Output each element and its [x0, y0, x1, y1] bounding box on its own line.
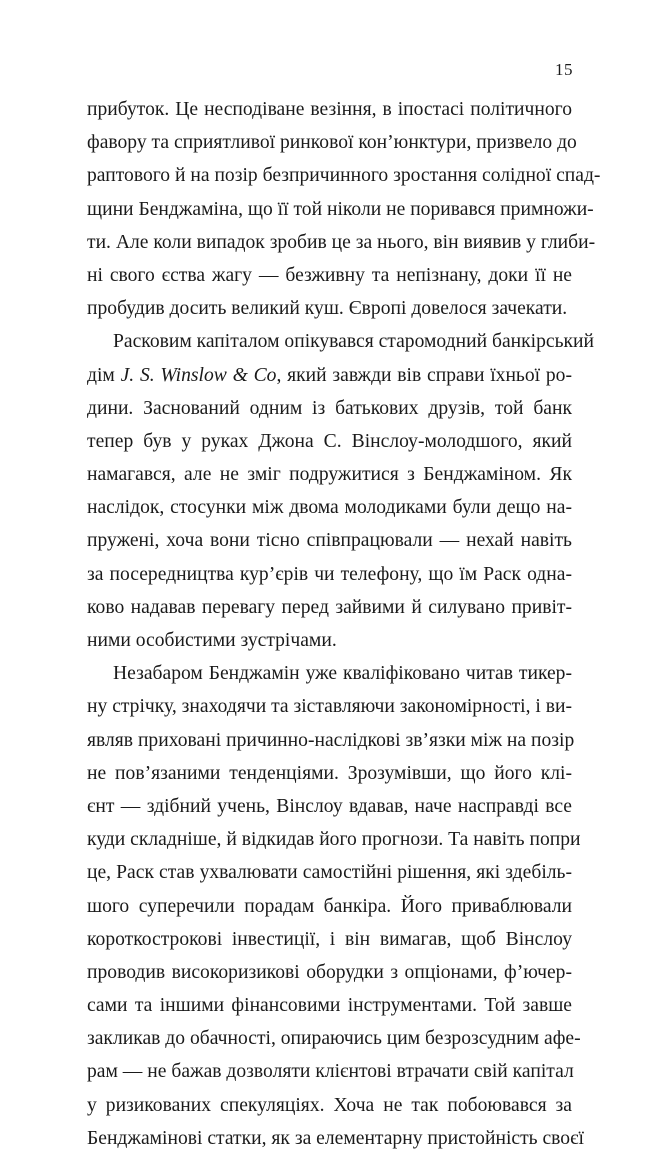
text-line: намагався, але не зміг подружитися з Бенджаміном. Як [87, 464, 572, 486]
text-line: ну стрічку, знаходячи та зіставляючи закономірності, і ви- [87, 696, 572, 718]
text-line: куди складніше, й відкидав його прогнози. Та навіть попри [87, 829, 581, 851]
text-line: Бенджамінові статки, як за елементарну пристойність своєї [87, 1127, 584, 1149]
text-line: фавору та сприятливої ринкової кон’юнктури, призвело до [87, 132, 577, 154]
text-line: це, Раск став ухвалювати самостійні рішення, які здебіль- [87, 862, 572, 884]
text-line: пружені, хоча вони тісно співпрацювали — нехай навіть [87, 530, 572, 552]
text-line: єнт — здібний учень, Вінслоу вдавав, наче насправді все [87, 795, 572, 817]
text-line: шого суперечили порадам банкіра. Його приваблювали [87, 895, 572, 917]
paragraph [87, 325, 595, 657]
text-line: у ризикованих спекуляціях. Хоча не так побоювався за [87, 1094, 572, 1116]
paragraph [87, 657, 584, 1155]
text-line: Расковим капіталом опікувався старомодний банкірський [113, 331, 595, 353]
text-line: сами та іншими фінансовими інструментами. Той завше [87, 995, 572, 1017]
text-line: не пов’язаними тенденціями. Зрозумівши, що його клі- [87, 762, 572, 784]
text-line: за посередництва кур’єрів чи телефону, що їм Раск одна- [87, 563, 572, 585]
text-line: закликав до обачності, опираючись цим безрозсудним афе- [87, 1028, 581, 1050]
text-line: дини. Заснований одним із батькових друзів, той банк [87, 397, 572, 419]
body-text [87, 93, 601, 1155]
text-line: проводив високоризикові оборудки з опціонами, ф’ючер- [87, 961, 572, 983]
text-line: ти. Але коли випадок зробив це за нього, він виявив у глиби- [87, 231, 596, 253]
paragraph [87, 93, 601, 325]
text-line: ними особистими зустрічами. [87, 630, 337, 651]
text-line: рам — не бажав дозволяти клієнтові втрачати свій капітал [87, 1061, 574, 1083]
company-name: J. S. Winslow & Co [120, 364, 277, 386]
page-number: 15 [555, 60, 573, 79]
text-line: являв приховані причинно-наслідкові зв’язки між на позір [87, 729, 575, 751]
text-line: раптового й на позір безпричинного зростання солідної спад- [87, 165, 601, 187]
text-line: Незабаром Бенджамін уже кваліфіковано читав тикер- [113, 663, 572, 685]
text-line: наслідок, стосунки між двома молодиками були дещо на- [87, 497, 572, 519]
text-line: дім J. S. Winslow & Co, який завжди вів справи їхньої ро- [87, 364, 572, 386]
text-line: короткострокові інвестиції, і він вимагав, щоб Вінслоу [87, 928, 572, 950]
text-line: прибуток. Це несподіване везіння, в іпостасі політичного [87, 99, 572, 120]
text-line: щини Бенджаміна, що її той ніколи не поривався примножи- [87, 198, 594, 220]
text-line: пробудив досить великий куш. Європі довелося зачекати. [87, 298, 568, 320]
text-line: ково надавав перевагу перед зайвими й силувано привіт- [87, 596, 572, 618]
text-line: тепер був у руках Джона С. Вінслоу-молодшого, який [87, 430, 572, 452]
text-line: ні свого єства жагу — безживну та непізнану, доки її не [87, 264, 572, 286]
